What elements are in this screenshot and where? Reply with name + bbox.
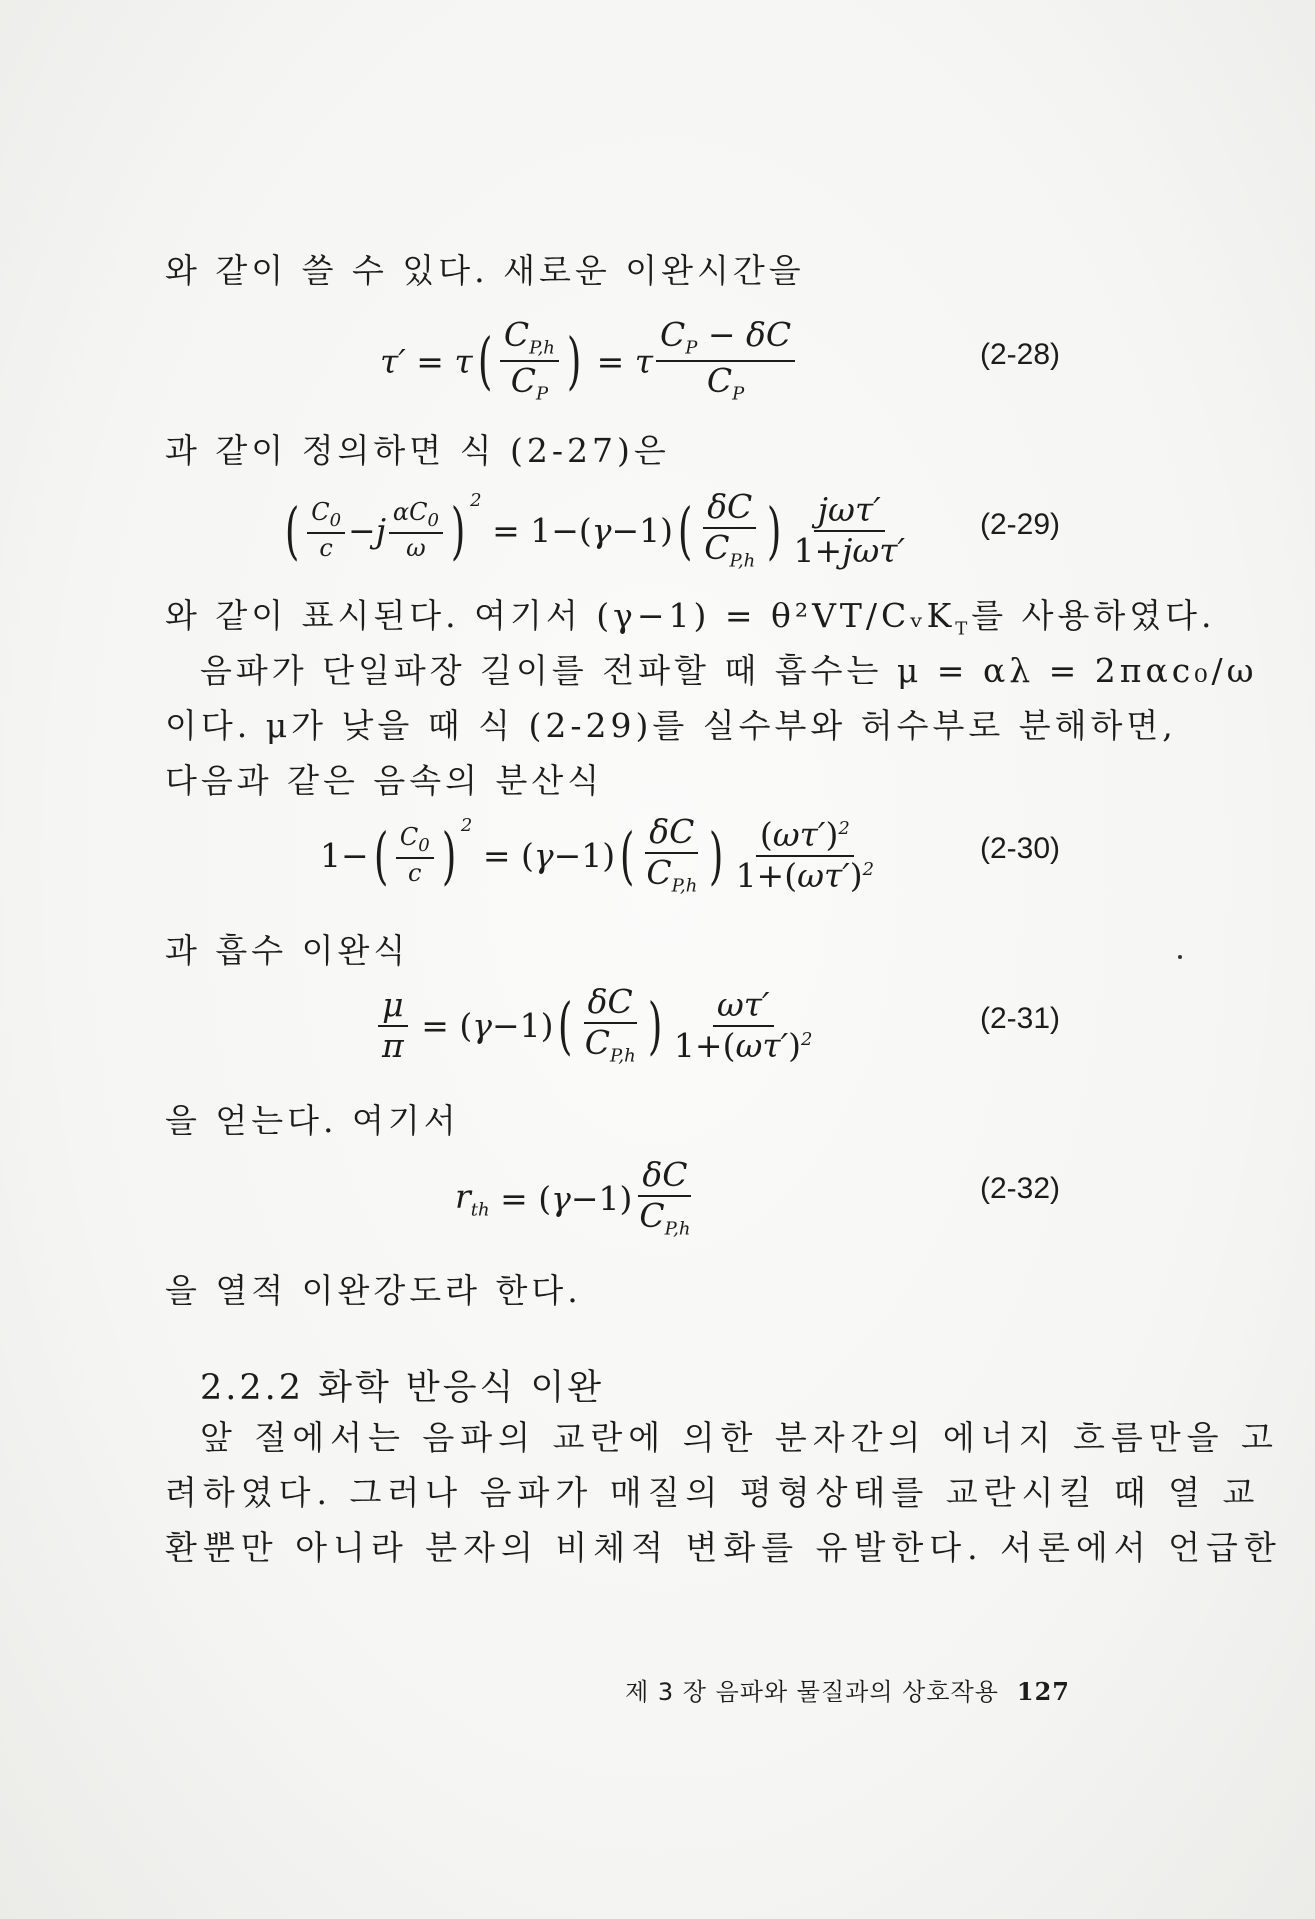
scan-speck — [1178, 955, 1182, 959]
text-line-6: 다음과 같은 음속의 분산식 — [165, 761, 604, 800]
equation-number-2-29: (2-29) — [979, 508, 1060, 541]
equation-number-2-28: (2-28) — [979, 338, 1060, 371]
section-paragraph-line-2: 려하였다. 그러나 음파가 매질의 평형상태를 교란시킬 때 열 교 — [165, 1473, 1261, 1512]
equation-2-28: τ′ = τ ( $\frac{C_{P,h}}{C_P}$ ) = τ $\frac{C_P - \delta C}{C_P}$ — [380, 318, 798, 405]
equation-2-30: 1− ( $\frac{C_0}{c}$ ) $^2$ = ( γ −1) ( $\frac{\delta C}{C_{P,h}}$ ) $\frac{(\omega\tau')^2}{1+(\omega\tau')^2}$ — [320, 812, 875, 897]
text-line-9: 을 열적 이완강도라 한다. — [165, 1271, 582, 1310]
text-line-2: 과 같이 정의하면 식 (2-27)은 — [165, 431, 670, 470]
equation-2-29: ( $\frac{C_0}{c}$ − j $\frac{\alpha C_0}{\omega}$ ) $^2$ = 1−( γ −1) ( $\frac{\delta C}{C_{P,h}}$ ) $\frac{\text{jωτ′}}{\text{1+jωτ′}}$ — [284, 487, 906, 572]
equation-2-31: $\frac{\mu}{\pi}$ = ( γ −1) ( $\frac{\delta C}{C_{P,h}}$ ) $\frac{\omega\tau'}{1+(\omega\tau')^2}$ — [375, 985, 819, 1066]
text-line-5: 이다. μ가 낮을 때 식 (2-29)를 실수부와 허수부로 분해하면, — [165, 706, 1177, 745]
page-number: 127 — [1016, 1677, 1070, 1706]
footer-chapter-title: 제 3 장 음파와 물질과의 상호작용 — [625, 1678, 999, 1706]
equation-number-2-32: (2-32) — [979, 1172, 1060, 1205]
text-line-3: 와 같이 표시된다. 여기서 (γ−1) = θ²VT/CᵥK$_T$를 사용하였다. — [165, 596, 1216, 640]
text-line-4: 음파가 단일파장 길이를 전파할 때 흡수는 μ = αλ = 2παc₀/ω — [200, 651, 1258, 690]
equation-number-2-30: (2-30) — [979, 832, 1060, 865]
section-heading: 2.2.2 화학 반응식 이완 — [200, 1368, 605, 1408]
page-footer — [625, 1672, 1070, 1707]
text-line-8: 을 얻는다. 여기서 — [165, 1101, 460, 1140]
section-paragraph-line-3: 환뿐만 아니라 분자의 비체적 변화를 유발한다. 서론에서 언급한 — [165, 1528, 1282, 1567]
text-line-1: 와 같이 쓸 수 있다. 새로운 이완시간을 — [165, 251, 805, 290]
section-paragraph-line-1: 앞 절에서는 음파의 교란에 의한 분자간의 에너지 흐름만을 고 — [200, 1418, 1279, 1457]
equation-number-2-31: (2-31) — [979, 1002, 1060, 1035]
equation-2-32: $r_{th}$ = ( γ −1) $\frac{\delta C}{C_{P,h}}$ — [455, 1155, 691, 1240]
text-line-7: 과 흡수 이완식 — [165, 931, 410, 970]
